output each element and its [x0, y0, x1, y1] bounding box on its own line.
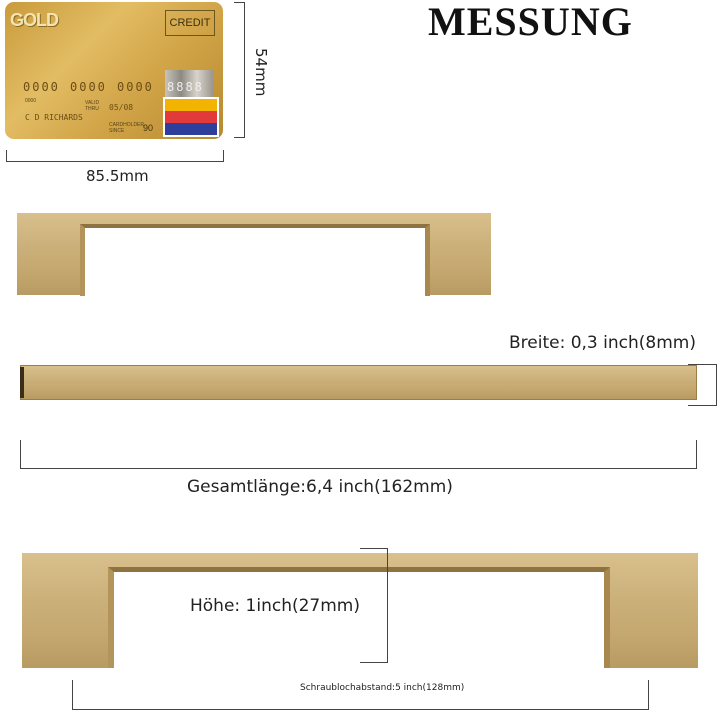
card-number-group: 0000 — [117, 80, 154, 94]
width-line — [716, 364, 717, 406]
handle-top-view-end — [20, 367, 24, 398]
handle-front-opening — [80, 224, 430, 296]
card-height-label: 54mm — [252, 48, 270, 97]
card-width-line — [6, 161, 224, 162]
total-length-label: Gesamtlänge:6,4 inch(162mm) — [187, 477, 453, 497]
width-tick-bottom — [688, 405, 717, 406]
card-number-group: 0000 — [70, 80, 107, 94]
total-length-tick-right — [696, 440, 697, 469]
card-height-tick-bottom — [234, 137, 245, 138]
total-length-tick-left — [20, 440, 21, 469]
card-height-line — [244, 2, 245, 138]
hole-spacing-tick-right — [648, 680, 649, 710]
height-tick-top — [360, 548, 388, 549]
card-number-group: 0000 — [23, 80, 60, 94]
card-valid-thru-label: VALID THRU — [85, 100, 100, 112]
card-width-tick-right — [223, 150, 224, 162]
card-valid-thru-value: 05/08 — [109, 103, 134, 112]
handle-top-view — [20, 365, 697, 400]
card-since-value: 90 — [143, 123, 154, 133]
card-number-group: 8888 — [167, 80, 204, 94]
credit-card-image — [5, 2, 223, 139]
card-gold-text: GOLD — [10, 10, 58, 30]
hole-spacing-line — [72, 709, 649, 710]
card-small-code: 0000 — [25, 98, 37, 104]
hole-spacing-label: Schraublochabstand:5 inch(128mm) — [300, 683, 465, 693]
handle-bottom-opening — [108, 567, 610, 668]
card-brand-logo — [163, 97, 219, 137]
brand-title: MESSUNG — [428, 0, 633, 44]
height-tick-bottom — [360, 662, 388, 663]
card-credit-text: CREDIT — [165, 10, 215, 36]
width-tick-top — [688, 364, 717, 365]
card-cardholder-label: CARDHOLDER SINCE — [109, 122, 145, 134]
hole-spacing-tick-left — [72, 680, 73, 710]
width-label: Breite: 0,3 inch(8mm) — [509, 333, 696, 353]
total-length-line — [20, 468, 697, 469]
height-line — [387, 548, 388, 663]
card-width-label: 85.5mm — [86, 167, 149, 185]
card-holder-name: C D RICHARDS — [25, 113, 83, 122]
height-label: Höhe: 1inch(27mm) — [190, 596, 360, 616]
